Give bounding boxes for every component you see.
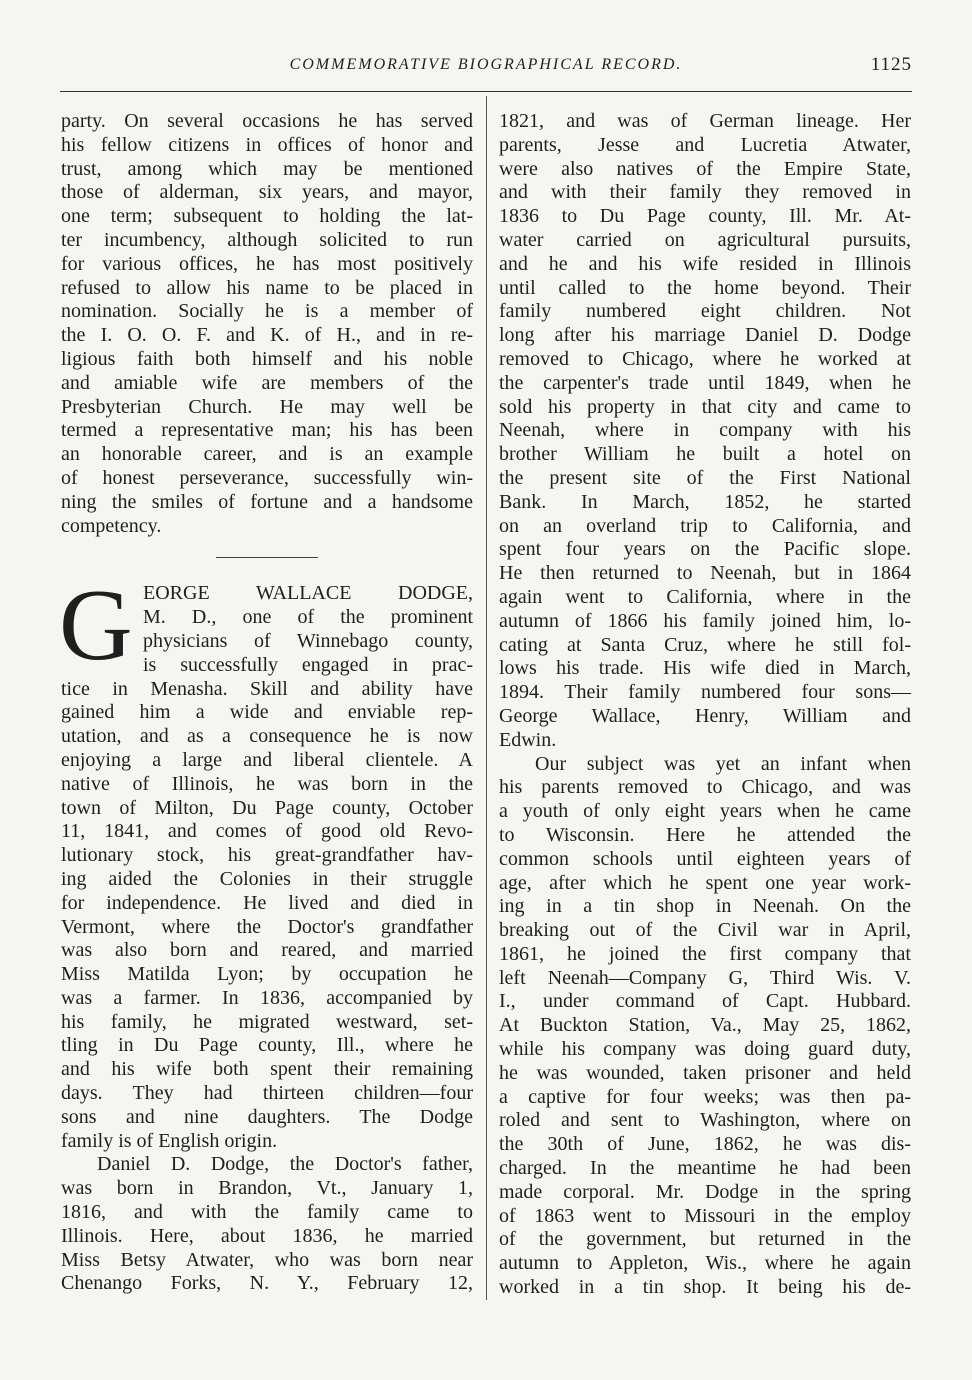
- left-column: [61, 110, 473, 1296]
- text-line: charged. In the meantime he had been: [499, 1157, 911, 1180]
- text-line: lows his trade. His wife died in March,: [499, 657, 911, 680]
- text-line: Miss Betsy Atwater, who was born near: [61, 1248, 473, 1271]
- text-line: enjoying a large and liberal clientele. A: [61, 748, 473, 771]
- text-line: trust, among which may be mentioned: [61, 157, 473, 180]
- text-line: family numbered eight children. Not: [499, 300, 911, 323]
- page-header: [60, 54, 912, 82]
- text-line: and with their family they removed in: [499, 181, 911, 204]
- header-rule: [60, 91, 912, 92]
- text-line: removed to Chicago, where he worked at: [499, 347, 911, 370]
- text-line: Bank. In March, 1852, he started: [499, 490, 911, 513]
- text-line: party. On several occasions he has served: [61, 110, 473, 132]
- text-line: those of alderman, six years, and mayor,: [61, 181, 473, 204]
- text-line: ning the smiles of fortune and a handsome: [61, 490, 473, 513]
- section-divider: [216, 557, 318, 558]
- text-line: and his wife both spent their remaining: [61, 1058, 473, 1081]
- text-line: sold his property in that city and came to: [499, 395, 911, 418]
- text-line: an honorable career, and is an example: [61, 443, 473, 466]
- text-line: worked in a tin shop. It being his de-: [499, 1276, 911, 1299]
- paragraph-party: [61, 110, 473, 538]
- text-line: 1836 to Du Page county, Ill. Mr. At-: [499, 205, 911, 228]
- text-line: his family, he migrated westward, set-: [61, 1010, 473, 1033]
- text-line: 1894. Their family numbered four sons—: [499, 681, 911, 704]
- text-line: lutionary stock, his great-grandfather hav-: [61, 844, 473, 867]
- text-line: Chenango Forks, N. Y., February 12,: [61, 1272, 473, 1295]
- text-line: nomination. Socially he is a member of: [61, 300, 473, 323]
- text-line: Daniel D. Dodge, the Doctor's father,: [97, 1153, 473, 1176]
- text-line: M. D., one of the prominent: [143, 606, 473, 629]
- text-line: parents, Jesse and Lucretia Atwater,: [499, 133, 911, 156]
- text-line: left Neenah—Company G, Third Wis. V.: [499, 966, 911, 989]
- text-line: physicians of Winnebago county,: [143, 629, 473, 652]
- text-line: the carpenter's trade until 1849, when he: [499, 371, 911, 394]
- text-line: Neenah, where in company with his: [499, 419, 911, 442]
- text-line: made corporal. Mr. Dodge in the spring: [499, 1180, 911, 1203]
- text-line: Vermont, where the Doctor's grandfather: [61, 915, 473, 938]
- text-line: a captive for four weeks; was then pa-: [499, 1085, 911, 1108]
- text-line: Our subject was yet an infant when: [535, 752, 911, 775]
- text-line: the present site of the First National: [499, 466, 911, 489]
- text-line: utation, and as a consequence he is now: [61, 725, 473, 748]
- text-line: of honest perseverance, successfully win-: [61, 466, 473, 489]
- column-divider: [486, 96, 487, 1300]
- text-line: I., under command of Capt. Hubbard.: [499, 990, 911, 1013]
- text-line: his parents removed to Chicago, and was: [499, 776, 911, 799]
- text-line: EORGE WALLACE DODGE,: [143, 582, 473, 605]
- text-line: ter incumbency, although solicited to run: [61, 228, 473, 251]
- text-line: to Wisconsin. Here he attended the: [499, 823, 911, 846]
- text-line: was also born and reared, and married: [61, 939, 473, 962]
- paragraph-lineage: [499, 110, 911, 753]
- text-line: and amiable wife are members of the: [61, 371, 473, 394]
- text-line: competency.: [61, 514, 162, 537]
- text-line: native of Illinois, he was born in the: [61, 772, 473, 795]
- text-line: was a farmer. In 1836, accompanied by: [61, 986, 473, 1009]
- text-line: again went to California, where in the: [499, 585, 911, 608]
- text-line: his fellow citizens in offices of honor and: [61, 133, 473, 156]
- text-line: on an overland trip to California, and: [499, 514, 911, 537]
- text-line: days. They had thirteen children—four: [61, 1082, 473, 1105]
- running-title: COMMEMORATIVE BIOGRAPHICAL RECORD.: [289, 56, 683, 73]
- text-line: a youth of only eight years when he came: [499, 800, 911, 823]
- text-line: one term; subsequent to holding the lat-: [61, 205, 473, 228]
- text-line: Miss Matilda Lyon; by occupation he: [61, 963, 473, 986]
- text-line: refused to allow his name to be placed in: [61, 276, 473, 299]
- text-line: roled and sent to Washington, where on: [499, 1109, 911, 1132]
- text-line: of the government, but returned in the: [499, 1228, 911, 1251]
- text-line: brother William he built a hotel on: [499, 443, 911, 466]
- text-line: ing in a tin shop in Neenah. On the: [499, 895, 911, 918]
- text-line: ing aided the Colonies in their struggle: [61, 867, 473, 890]
- text-line: town of Milton, Du Page county, October: [61, 796, 473, 819]
- text-line: Edwin.: [499, 728, 557, 751]
- biography-opening: [59, 569, 473, 683]
- text-line: tice in Menasha. Skill and ability have: [61, 677, 473, 700]
- text-line: 11, 1841, and comes of good old Revo-: [61, 820, 473, 843]
- text-line: were also natives of the Empire State,: [499, 157, 911, 180]
- text-line: 1816, and with the family came to: [61, 1201, 473, 1224]
- text-line: Presbyterian Church. He may well be: [61, 395, 473, 418]
- page-number: 1125: [870, 54, 912, 75]
- drop-cap: G: [59, 569, 133, 683]
- text-line: cating at Santa Cruz, where he still fol-: [499, 633, 911, 656]
- text-line: the I. O. O. F. and K. of H., and in re-: [61, 324, 473, 347]
- paragraph-biography-intro: [61, 678, 473, 1154]
- text-line: Illinois. Here, about 1836, he married: [61, 1224, 473, 1247]
- text-line: common schools until eighteen years of: [499, 847, 911, 870]
- text-line: breaking out of the Civil war in April,: [499, 919, 911, 942]
- text-line: 1861, he joined the first company that: [499, 942, 911, 965]
- text-line: of 1863 went to Missouri in the employ: [499, 1204, 911, 1227]
- text-line: age, after which he spent one year work-: [499, 871, 911, 894]
- text-line: sons and nine daughters. The Dodge: [61, 1105, 473, 1128]
- text-line: is successfully engaged in prac-: [143, 653, 473, 676]
- text-line: tling in Du Page county, Ill., where he: [61, 1034, 473, 1057]
- text-line: the 30th of June, 1862, he was dis-: [499, 1133, 911, 1156]
- text-line: gained him a wide and enviable rep-: [61, 701, 473, 724]
- text-line: autumn to Appleton, Wis., where he again: [499, 1252, 911, 1275]
- text-line: termed a representative man; his has been: [61, 419, 473, 442]
- text-line: long after his marriage Daniel D. Dodge: [499, 324, 911, 347]
- text-line: George Wallace, Henry, William and: [499, 704, 911, 727]
- text-line: was born in Brandon, Vt., January 1,: [61, 1177, 473, 1200]
- paragraph-subject: [499, 753, 911, 1300]
- right-column: [499, 110, 911, 1300]
- text-line: he was wounded, taken prisoner and held: [499, 1061, 911, 1084]
- text-line: for various offices, he has most positively: [61, 252, 473, 275]
- text-line: for independence. He lived and died in: [61, 891, 473, 914]
- text-line: autumn of 1866 his family joined him, lo-: [499, 609, 911, 632]
- text-line: until called to the home beyond. Their: [499, 276, 911, 299]
- text-line: ligious faith both himself and his noble: [61, 347, 473, 370]
- text-line: spent four years on the Pacific slope.: [499, 538, 911, 561]
- text-line: water carried on agricultural pursuits,: [499, 228, 911, 251]
- text-line: and he and his wife resided in Illinois: [499, 252, 911, 275]
- text-line: family is of English origin.: [61, 1129, 278, 1152]
- text-line: 1821, and was of German lineage. Her: [499, 110, 911, 132]
- text-line: while his company was doing guard duty,: [499, 1038, 911, 1061]
- paragraph-father: [61, 1153, 473, 1296]
- text-line: He then returned to Neenah, but in 1864: [499, 562, 911, 585]
- text-line: At Buckton Station, Va., May 25, 1862,: [499, 1014, 911, 1037]
